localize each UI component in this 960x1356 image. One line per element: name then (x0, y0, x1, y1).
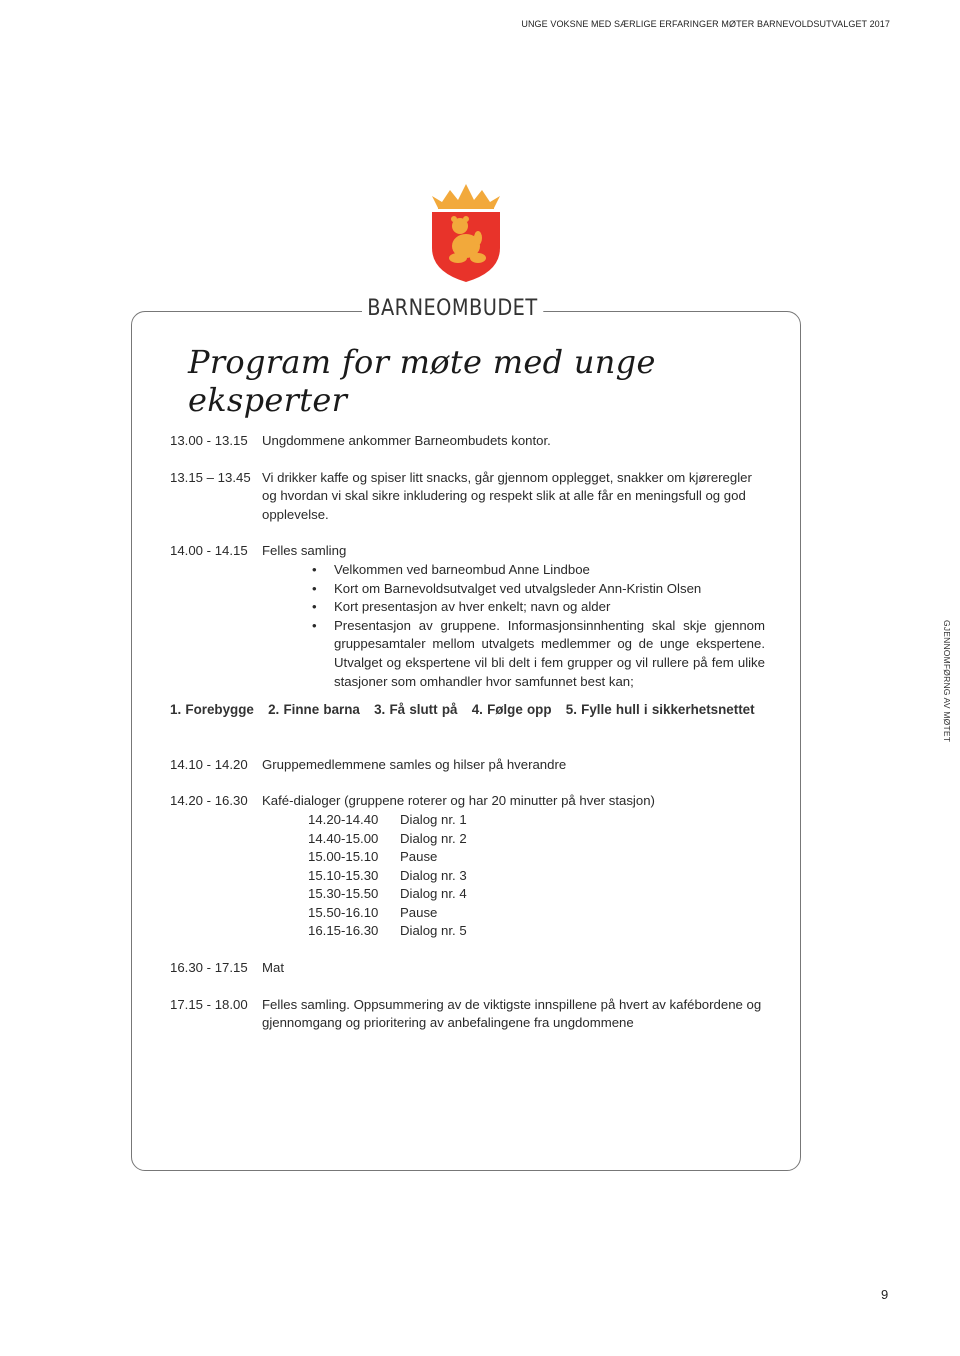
schedule-time: 16.30 - 17.15 (170, 960, 248, 976)
schedule-item (170, 756, 765, 775)
sub-schedule-row (308, 848, 765, 867)
sub-schedule-row (308, 904, 765, 923)
sub-time: 15.00-15.10 (308, 849, 379, 865)
bullet-item: • Velkommen ved barneombud Anne Lindboe (334, 561, 765, 580)
schedule-time: 14.00 - 14.15 (170, 543, 248, 559)
sub-text: Dialog nr. 2 (400, 830, 467, 846)
schedule-item (170, 469, 765, 525)
sub-time: 15.50-16.10 (308, 904, 379, 920)
station-item: 5. Fylle hull i sikkerhetsnettet (565, 702, 755, 718)
sub-schedule-row (308, 867, 765, 886)
sub-text: Pause (400, 849, 438, 865)
sub-schedule-row (308, 830, 765, 849)
schedule-item (170, 959, 765, 978)
schedule-text (262, 792, 765, 811)
bullet-list (262, 561, 765, 691)
schedule-time: 13.00 - 13.15 (170, 433, 248, 448)
barneombudet-crest-icon (428, 182, 504, 286)
sub-text: Dialog nr. 5 (400, 923, 467, 939)
sub-time: 16.15-16.30 (308, 923, 379, 939)
schedule-text (262, 542, 765, 691)
sub-text: Dialog nr. 1 (400, 811, 467, 827)
station-item: 2. Finne barna (268, 702, 360, 718)
brand-name: BARNEOMBUDET (362, 296, 543, 321)
schedule-text: Felles samling. Oppsummering av de viktigste innspillene på hvert av kafébordene og gjennomgang og prioritering av anbefalingene fra ungdommene (262, 996, 762, 1031)
sub-text: Pause (400, 904, 438, 920)
sub-schedule-row (308, 811, 765, 830)
stations-list (170, 701, 765, 720)
sub-time: 15.30-15.50 (308, 886, 379, 902)
sub-time: 14.20-14.40 (308, 811, 379, 827)
running-header: UNGE VOKSNE MED SÆRLIGE ERFARINGER MØTER BARNEVOLDSUTVALGET 2017 (521, 19, 890, 29)
sub-text: Dialog nr. 4 (400, 886, 467, 902)
schedule-item (170, 996, 765, 1033)
schedule-time: 13.15 – 13.45 (170, 469, 251, 485)
schedule-time: 14.10 - 14.20 (170, 756, 248, 772)
program-schedule (170, 432, 765, 1051)
bullet-item: • Kort presentasjon av hver enkelt; navn og alder (334, 598, 765, 617)
schedule-time: 14.20 - 16.30 (170, 793, 248, 809)
sub-time: 14.40-15.00 (308, 830, 379, 846)
page-number: 9 (881, 1287, 889, 1302)
program-title: Program for møte med unge eksperter (188, 343, 656, 419)
sub-schedule-row (308, 922, 765, 941)
schedule-text: Vi drikker kaffe og spiser litt snacks, går gjennom opplegget, snakker om kjøreregler og hvordan vi skal sikre inkludering og respekt slik at alle får en meningsfull og god opplevelse. (262, 469, 752, 522)
schedule-text: Mat (262, 960, 284, 976)
bullet-item: • Presentasjon av gruppene. Informasjonsinnhenting skal skje gjennom gruppesamtaler mellom utvalgets medlemmer og de unge ekspertene. Utvalget og ekspertene vil bli delt i fem grupper og vil rullere på fem ulike stasjoner som omhandler hvor samfunnet best kan; (334, 617, 765, 691)
schedule-text: Ungdommene ankommer Barneombudets kontor. (262, 433, 551, 448)
cafe-dialog-schedule (308, 811, 765, 941)
station-item: 4. Følge opp (471, 702, 552, 718)
schedule-item (170, 792, 765, 811)
section-side-label: GJENNOMFØRNG AV MØTET (942, 620, 952, 743)
schedule-item (170, 432, 765, 451)
schedule-heading: Kafé-dialoger (gruppene roterer og har 20 minutter på hver stasjon) (262, 793, 655, 809)
station-item: 1. Forebygge (170, 702, 254, 718)
sub-schedule-row (308, 885, 765, 904)
schedule-heading: Felles samling (262, 543, 347, 559)
sub-time: 15.10-15.30 (308, 867, 379, 883)
sub-text: Dialog nr. 3 (400, 867, 467, 883)
schedule-time: 17.15 - 18.00 (170, 996, 248, 1012)
bullet-item: • Kort om Barnevoldsutvalget ved utvalgsleder Ann-Kristin Olsen (334, 580, 765, 599)
schedule-text: Gruppemedlemmene samles og hilser på hverandre (262, 756, 567, 772)
schedule-item (170, 542, 765, 691)
station-item: 3. Få slutt på (374, 702, 458, 718)
